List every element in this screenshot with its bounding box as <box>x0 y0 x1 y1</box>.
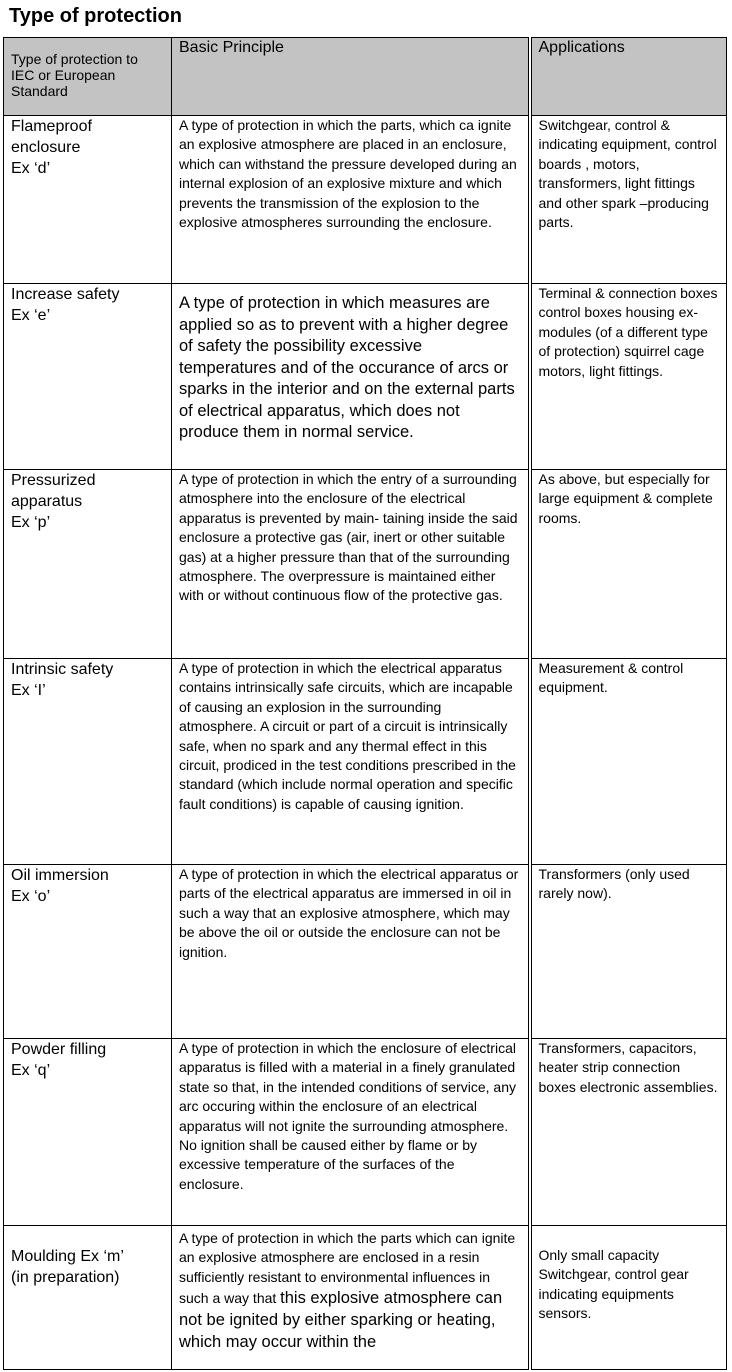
table-header-row <box>4 38 727 116</box>
applications-cell: Only small capacity Switchgear, control gear indicating equipments sensors. <box>530 1226 727 1370</box>
type-cell <box>4 1039 172 1226</box>
principle-cell: A type of protection in which the electrical apparatus or parts of the electrical apparatus are immersed in oil in such a way that an explosive atmosphere, which may be above the oil or outside the enclosure can not be ignition. <box>172 865 530 1039</box>
table-row <box>4 659 727 865</box>
principle-text: A type of protection in which the parts which can ignite an explosive atmosphere are enclosed in a resin sufficiently resistant to environmental influences in such a way that <box>179 1230 516 1307</box>
protection-types-table <box>3 37 727 1370</box>
table-row <box>4 116 727 284</box>
type-cell <box>4 116 172 284</box>
type-line: Pressurized <box>11 472 96 489</box>
applications-cell: Switchgear, control & indicating equipment, control boards , motors, transformers, light fittings and other spark –producing parts. <box>530 116 727 284</box>
type-code: Ex ‘e’ <box>11 307 51 324</box>
type-line: Oil immersion <box>11 867 109 884</box>
table-row <box>4 865 727 1039</box>
header-type: Type of protection to IEC or European Standard <box>4 38 172 116</box>
type-code: Ex ‘d’ <box>11 160 51 177</box>
table-row <box>4 1226 727 1370</box>
type-line: apparatus <box>11 493 83 510</box>
principle-cell: A type of protection in which the electrical apparatus contains intrinsically safe circuits, which are incapable of causing an explosion in the surrounding atmosphere. A circuit or part of a circuit is intrinsically safe, when no spark and any thermal effect in this circuit, prodiced in the test conditions prescribed in the standard (which include normal operation and specific fault conditions) is capable of causing ignition. <box>172 659 530 865</box>
type-code: Ex ‘q’ <box>11 1062 51 1079</box>
applications-cell: Terminal & connection boxes control boxes housing ex-modules (of a different type of protection) squirrel cage motors, light fittings. <box>530 284 727 470</box>
principle-cell: A type of protection in which measures are applied so as to prevent with a higher degree of safety the possibility excessive temperatures and of the occurance of arcs or sparks in the interior and on the external parts of electrical apparatus, which does not produce them in normal service. <box>172 284 530 470</box>
type-cell <box>4 1226 172 1370</box>
type-line: Moulding Ex ‘m’ <box>11 1248 124 1265</box>
type-code: Ex ‘p’ <box>11 514 51 531</box>
type-code: Ex ‘o’ <box>11 888 51 905</box>
table-row <box>4 470 727 659</box>
type-line: (in preparation) <box>11 1269 120 1286</box>
principle-cell: A type of protection in which the parts, which ca ignite an explosive atmosphere are placed in an enclosure, which can withstand the pressure developed during an internal explosion of an explosive mixture and which prevents the transmission of the explosion to the explosive atmospheres surrounding the enclosure. <box>172 116 530 284</box>
type-line: Intrinsic safety <box>11 661 114 678</box>
page-title: Type of protection <box>9 5 182 27</box>
type-cell <box>4 865 172 1039</box>
type-code: Ex ‘I’ <box>11 682 46 699</box>
applications-cell: Transformers, capacitors, heater strip connection boxes electronic assemblies. <box>530 1039 727 1226</box>
type-line: Increase safety <box>11 286 120 303</box>
type-line: Powder filling <box>11 1041 107 1058</box>
applications-cell: As above, but especially for large equipment & complete rooms. <box>530 470 727 659</box>
applications-cell: Measurement & control equipment. <box>530 659 727 865</box>
table-row <box>4 1039 727 1226</box>
principle-cell <box>172 1226 530 1370</box>
type-cell <box>4 659 172 865</box>
type-line: Flameproof <box>11 118 92 135</box>
principle-cell: A type of protection in which the entry of a surrounding atmosphere into the enclosure of the electrical apparatus is prevented by main- taining inside the said enclosure a protective gas (air, inert or other suitable gas) at a higher pressure than that of the surrounding atmosphere. The overpressure is maintained either with or without continuous flow of the protective gas. <box>172 470 530 659</box>
applications-cell: Transformers (only used rarely now). <box>530 865 727 1039</box>
principle-text-large: this explosive atmosphere can not be ignited by either sparking or heating, which may occur within the <box>179 1289 503 1352</box>
header-principle: Basic Principle <box>172 38 530 116</box>
table-row <box>4 284 727 470</box>
type-cell <box>4 284 172 470</box>
principle-cell: A type of protection in which the enclosure of electrical apparatus is filled with a material in a finely granulated state so that, in the intended conditions of service, any arc occuring within the enclosure of an electrical apparatus will not ignite the surrounding atmosphere. No ignition shall be caused either by flame or by excessive temperature of the surfaces of the enclosure. <box>172 1039 530 1226</box>
header-applications: Applications <box>530 38 727 116</box>
type-cell <box>4 470 172 659</box>
type-line: enclosure <box>11 139 81 156</box>
